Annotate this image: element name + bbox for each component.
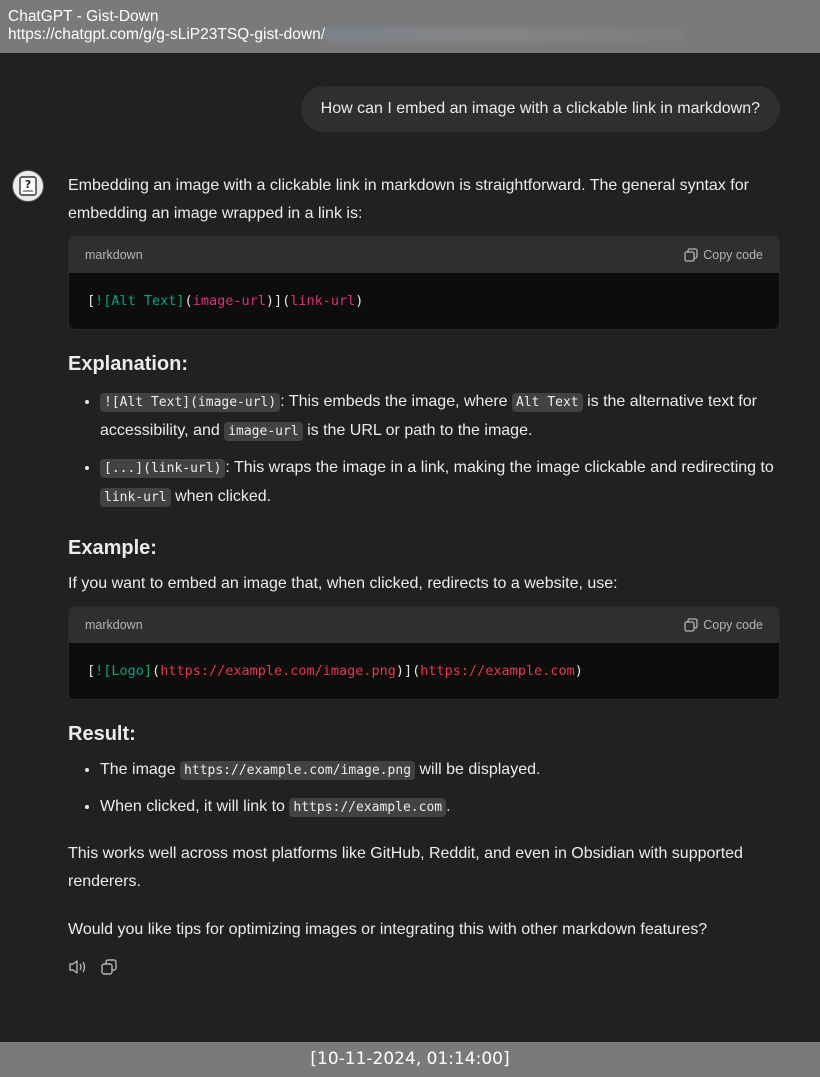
copy-message-button[interactable] [100,958,118,976]
url-text: https://chatgpt.com/g/g-sLiP23TSQ-gist-down/ [8,26,326,43]
explanation-list [68,388,780,512]
inline-code: link-url [100,488,171,507]
code-bracket: [ [87,293,96,309]
result-item [100,756,780,785]
code-alt-text: ![Alt Text] [95,293,185,309]
copy-icon [684,618,698,632]
copy-code-button[interactable] [684,241,763,269]
explanation-item [100,454,780,512]
code-link-url: https://example.com [420,663,575,679]
assistant-message [68,172,780,976]
code-bracket: [ [87,663,96,679]
inline-code: [...](link-url) [100,459,225,478]
inline-code: https://example.com/image.png [180,761,415,780]
code-language-label: markdown [85,248,143,262]
code-paren: ( [184,293,193,309]
list-text: When clicked, it will link to [100,798,290,815]
user-message-bubble: How can I embed an image with a clickable link in markdown? [301,86,780,132]
code-paren: ) [574,663,583,679]
list-text: is the URL or path to the image. [302,422,533,439]
code-link-url: link-url [290,293,356,309]
browser-title-bar [0,0,820,53]
code-block-header [69,237,779,273]
list-text: is the alternative text for accessibility, and [100,393,757,439]
explanation-item [100,388,780,446]
list-text: : This wraps the image in a link, making the image clickable and redirecting to [225,459,774,476]
follow-up-question: Would you like tips for optimizing images or integrating this with other markdown features? [68,921,708,938]
timestamp: [10-11-2024, 01:14:00] [310,1049,510,1069]
redacted-url-part [325,28,685,42]
window-title: ChatGPT - Gist-Down [8,8,159,25]
list-text: when clicked. [170,488,272,505]
result-list [68,756,780,822]
code-bracket: )]( [395,663,421,679]
result-heading: Result: [68,723,136,745]
inline-code: ![Alt Text](image-url) [100,393,280,412]
code-language-label: markdown [85,618,143,632]
inline-code: image-url [224,422,302,441]
read-aloud-button[interactable] [68,958,88,976]
copy-message-icon [100,958,118,976]
code-content [69,273,779,329]
code-content [69,643,779,699]
timestamp-bar [0,1042,820,1077]
url-bar[interactable] [8,26,812,44]
list-text: . [446,798,451,815]
list-text: will be displayed. [415,761,541,778]
code-alt-text: ![Logo] [95,663,153,679]
list-text: : This embeds the image, where [280,393,513,410]
gist-down-avatar-icon [12,170,44,202]
copy-code-button[interactable] [684,611,763,639]
read-aloud-icon [68,958,88,976]
message-actions [68,958,780,976]
list-text: The image [100,761,181,778]
example-text: If you want to embed an image that, when clicked, redirects to a website, use: [68,575,618,592]
inline-code: Alt Text [512,393,583,412]
code-paren: ) [355,293,364,309]
code-image-url: image-url [192,293,266,309]
code-image-url: https://example.com/image.png [160,663,396,679]
code-paren: ( [152,663,161,679]
inline-code: https://example.com [289,798,446,817]
svg-text:?: ? [24,178,32,191]
code-bracket: )]( [265,293,291,309]
result-item [100,793,780,822]
code-block-example [68,606,780,700]
code-block-header [69,607,779,643]
copy-code-label: Copy code [703,248,763,262]
explanation-heading: Explanation: [68,353,189,375]
closing-paragraph: This works well across most platforms like GitHub, Reddit, and even in Obsidian with supported renderers. [68,845,743,890]
example-heading: Example: [68,537,157,559]
copy-code-label: Copy code [703,618,763,632]
copy-icon [684,248,698,262]
code-block-syntax [68,236,780,330]
intro-text: Embedding an image with a clickable link in markdown is straightforward. The general syntax for embedding an image wrapped in a link is: [68,177,749,222]
